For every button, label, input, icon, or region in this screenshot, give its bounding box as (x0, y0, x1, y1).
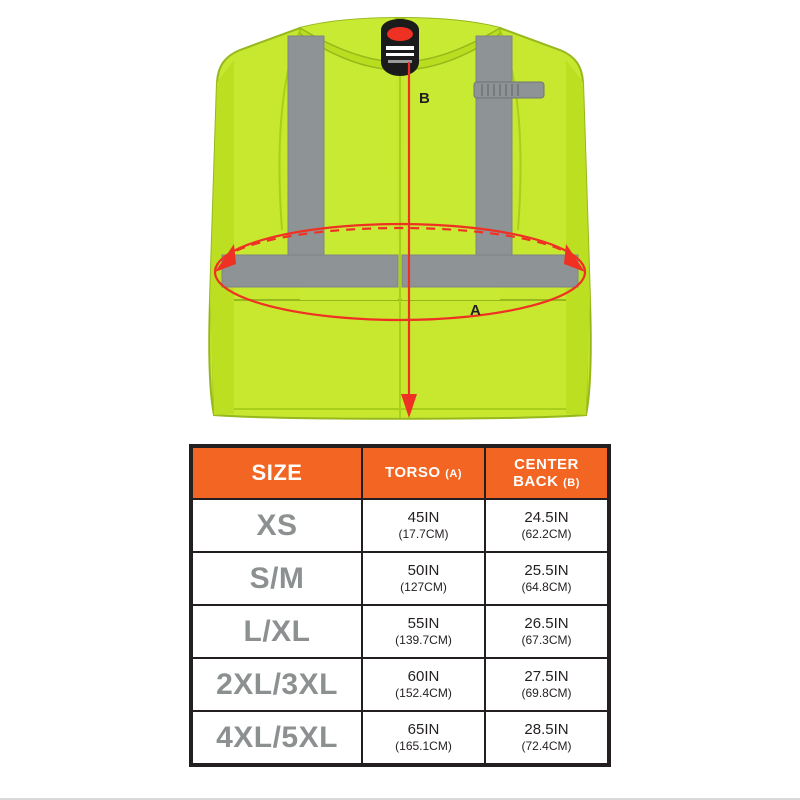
cell-center-back (485, 552, 608, 605)
size-chart-table (189, 444, 611, 767)
table-row (192, 552, 608, 605)
cell-back-cm: (69.8CM) (521, 686, 572, 701)
cell-torso-cm: (152.4CM) (395, 686, 452, 701)
cell-back-cm: (64.8CM) (521, 580, 572, 595)
table-row (192, 605, 608, 658)
label-torso: A (470, 302, 481, 319)
table-header-row (192, 447, 608, 499)
header-torso (362, 447, 485, 499)
table-row (192, 658, 608, 711)
cell-torso-cm: (17.7CM) (398, 527, 449, 542)
cell-back-cm: (62.2CM) (521, 527, 572, 542)
cell-size: 2XL/3XL (192, 658, 362, 711)
cell-back-inches: 25.5IN (524, 562, 569, 580)
cell-center-back (485, 711, 608, 764)
cell-center-back (485, 658, 608, 711)
cell-torso-inches: 50IN (407, 562, 440, 580)
cell-torso-cm: (139.7CM) (395, 633, 452, 648)
brand-badge-icon (381, 19, 419, 76)
vest-body (209, 18, 591, 419)
cell-torso-inches: 60IN (407, 668, 440, 686)
cell-back-inches: 26.5IN (524, 615, 569, 633)
table-row (192, 499, 608, 552)
header-size (192, 447, 362, 499)
cell-size: S/M (192, 552, 362, 605)
cell-back-cm: (67.3CM) (521, 633, 572, 648)
cell-torso (362, 711, 485, 764)
header-center-back-ref: (B) (563, 477, 580, 489)
header-torso-label: TORSO (384, 464, 441, 482)
header-torso-ref: (A) (445, 468, 463, 481)
cell-torso (362, 605, 485, 658)
cell-size: L/XL (192, 605, 362, 658)
shoulder-tab (474, 82, 544, 98)
cell-back-cm: (72.4CM) (521, 739, 572, 754)
cell-torso (362, 658, 485, 711)
cell-size: XS (192, 499, 362, 552)
cell-center-back (485, 499, 608, 552)
header-center-back (485, 447, 608, 499)
header-center-back-line1: CENTER (514, 455, 579, 473)
cell-torso-inches: 65IN (407, 721, 440, 739)
cell-torso-inches: 55IN (407, 615, 440, 633)
cell-torso-cm: (165.1CM) (395, 739, 452, 754)
cell-size: 4XL/5XL (192, 711, 362, 764)
table-row (192, 711, 608, 764)
header-center-back-line2: BACK (513, 473, 559, 490)
cell-back-inches: 24.5IN (524, 509, 569, 527)
cell-back-inches: 27.5IN (524, 668, 569, 686)
cell-torso (362, 499, 485, 552)
cell-center-back (485, 605, 608, 658)
cell-torso-inches: 45IN (407, 509, 440, 527)
label-center-back: B (419, 90, 430, 107)
cell-torso (362, 552, 485, 605)
cell-back-inches: 28.5IN (524, 721, 569, 739)
cell-torso-cm: (127CM) (400, 580, 447, 595)
header-size-label: SIZE (251, 460, 303, 485)
